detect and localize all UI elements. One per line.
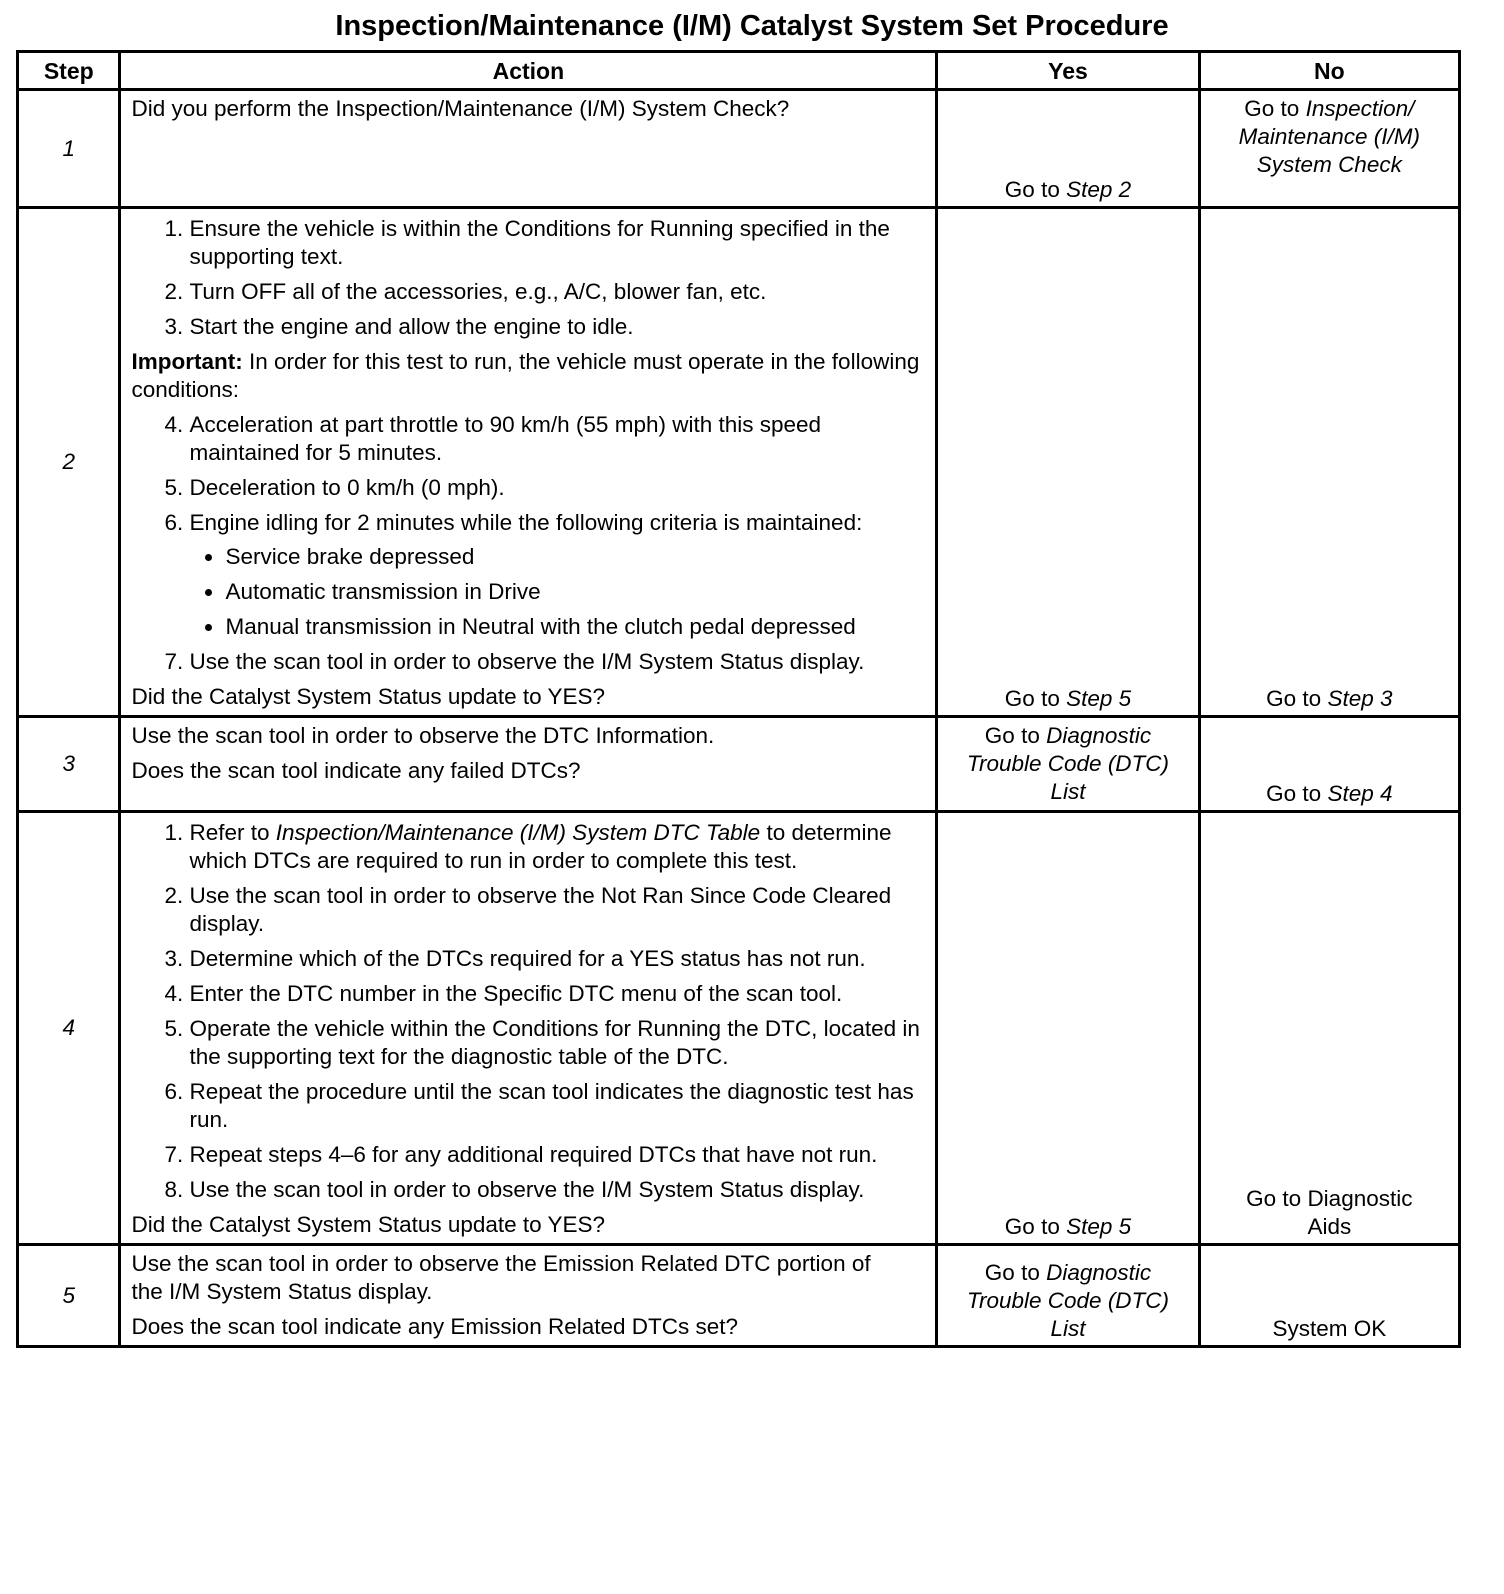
step-number: 3 [18,717,120,812]
table-row [18,717,1460,812]
list-item: 3. Determine which of the DTCs required for a YES status has not run. [189,945,925,973]
table-row [18,812,1460,1245]
list-item: 6. Repeat the procedure until the scan tool indicates the diagnostic test has run. [189,1078,925,1134]
yes-prefix: Go to [984,1260,1040,1285]
yes-cell [937,208,1199,717]
yes-link[interactable]: Step 5 [1066,686,1132,711]
list-item: 2. Use the scan tool in order to observe the Not Ran Since Code Cleared display. [189,882,925,938]
yes-link[interactable]: Diagnostic Trouble Code (DTC) List [966,1260,1170,1341]
list-item: 7. Repeat steps 4–6 for any additional required DTCs that have not run. [189,1141,925,1169]
important-text: In order for this test to run, the vehicle must operate in the following conditions: [131,349,920,402]
no-link[interactable]: Step 4 [1327,781,1393,806]
list-item: 2. Turn OFF all of the accessories, e.g., A/C, blower fan, etc. [189,278,925,306]
list-item: 5. Deceleration to 0 km/h (0 mph). [189,474,925,502]
dtc-table-link[interactable]: Inspection/Maintenance (I/M) System DTC Table [275,820,761,845]
action-cell [120,812,937,1245]
table-row [18,90,1460,208]
no-cell [1199,812,1459,1245]
no-prefix: Go to [1244,96,1300,121]
question-text: Did the Catalyst System Status update to YES? [131,684,606,709]
action-cell [120,717,937,812]
list-item-prefix: Refer to [189,820,270,845]
table-row [18,1245,1460,1347]
no-prefix: Go to [1266,686,1322,711]
action-steps-list [131,819,925,1204]
list-item: 7. Use the scan tool in order to observe the I/M System Status display. [189,648,925,676]
list-item: 4. Enter the DTC number in the Specific DTC menu of the scan tool. [189,980,925,1008]
list-item: 3. Start the engine and allow the engine to idle. [189,313,925,341]
yes-link[interactable]: Step 2 [1066,177,1132,202]
yes-prefix: Go to [1004,1214,1060,1239]
no-link[interactable]: Go to Diagnostic Aids [1246,1186,1413,1239]
yes-link[interactable]: Step 5 [1066,1214,1132,1239]
action-cell [120,90,937,208]
yes-cell [937,1245,1199,1347]
procedure-table [16,50,1461,1348]
no-prefix: Go to [1266,781,1322,806]
list-item [189,819,925,875]
bullet-item: • Automatic transmission in Drive [225,578,925,606]
yes-prefix: Go to [1004,177,1060,202]
question-text: Did the Catalyst System Status update to YES? [131,1212,606,1237]
header-yes: Yes [937,52,1199,90]
no-cell [1199,90,1459,208]
bullet-item: • Service brake depressed [225,543,925,571]
important-label: Important: [131,349,243,374]
no-cell [1199,1245,1459,1347]
page-title: Inspection/Maintenance (I/M) Catalyst System Set Procedure [335,10,1169,42]
header-action: Action [120,52,937,90]
step-number: 1 [18,90,120,208]
no-result: System OK [1272,1316,1387,1341]
yes-cell [937,717,1199,812]
criteria-list [189,543,925,641]
yes-cell [937,812,1199,1245]
yes-cell [937,90,1199,208]
list-item: 8. Use the scan tool in order to observe the I/M System Status display. [189,1176,925,1204]
list-item: 4. Acceleration at part throttle to 90 km/h (55 mph) with this speed maintained for 5 minutes. [189,411,925,467]
yes-prefix: Go to [984,723,1040,748]
header-step: Step [18,52,120,90]
table-row [18,208,1460,717]
question-text: Does the scan tool indicate any failed DTCs? [131,758,581,783]
step-number: 5 [18,1245,120,1347]
header-row [18,52,1460,90]
action-steps-list [131,215,925,341]
no-cell [1199,208,1459,717]
action-steps-list [131,411,925,676]
action-cell [120,1245,937,1347]
yes-link[interactable]: Diagnostic Trouble Code (DTC) List [966,723,1170,804]
question-text: Does the scan tool indicate any Emission Related DTCs set? [131,1314,739,1339]
yes-prefix: Go to [1004,686,1060,711]
bullet-item: • Manual transmission in Neutral with the clutch pedal depressed [225,613,925,641]
list-item [189,509,925,641]
action-text: Did you perform the Inspection/Maintenance (I/M) System Check? [131,96,790,121]
no-link[interactable]: Step 3 [1327,686,1393,711]
no-link[interactable]: Inspection/ Maintenance (I/M) System Check [1238,96,1420,177]
important-note [131,348,925,404]
step-number: 2 [18,208,120,717]
list-item-text: Engine idling for 2 minutes while the following criteria is maintained: [189,510,863,535]
action-text: Use the scan tool in order to observe the Emission Related DTC portion of the I/M System Status display. [131,1251,871,1304]
list-item: 5. Operate the vehicle within the Conditions for Running the DTC, located in the supporting text for the diagnostic table of the DTC. [189,1015,925,1071]
list-item-text: to determine which DTCs are required to run in order to complete this test. [189,820,892,873]
list-item: 1. Ensure the vehicle is within the Conditions for Running specified in the supporting text. [189,215,925,271]
no-cell [1199,717,1459,812]
step-number: 4 [18,812,120,1245]
header-no: No [1199,52,1459,90]
action-cell [120,208,937,717]
action-text: Use the scan tool in order to observe the DTC Information. [131,723,715,748]
